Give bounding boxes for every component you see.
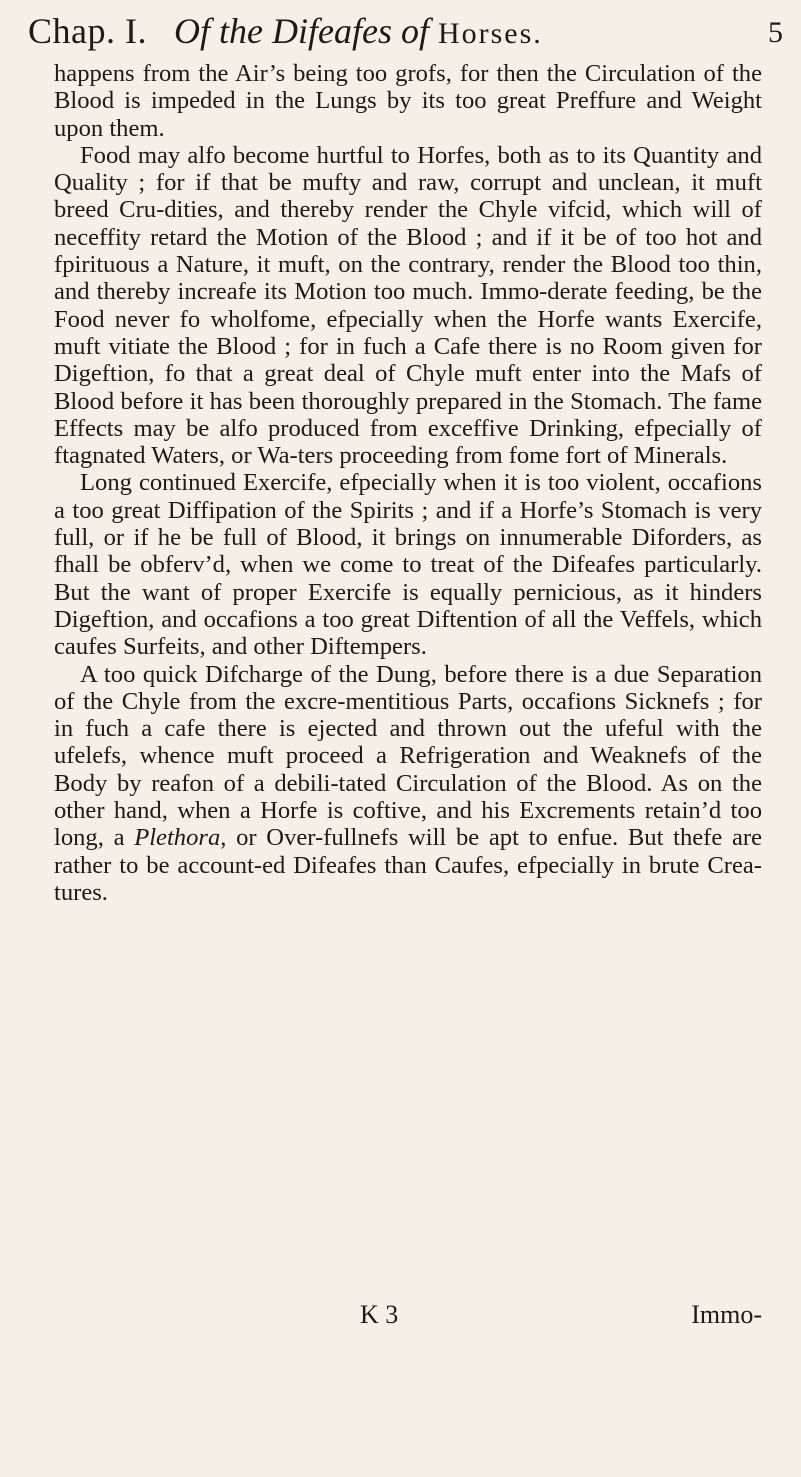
running-title-prefix: Of the Difeafes of [174, 11, 429, 51]
catchword: Immo- [691, 1300, 762, 1329]
running-title [174, 10, 543, 52]
chapter-label: Chap. I. [28, 11, 147, 51]
paragraph-4-italic: Plethora [134, 824, 221, 852]
running-title-caps: Horses. [437, 17, 543, 50]
paragraph-2: Food may alfo become hurtful to Horfes, both as to its Quantity and Quality ; for if that be mufty and raw, corrupt and unclean, it muft breed Cru-dities, and thereby render the Chyle vifcid, which will of neceffity retard the Motion of the Blood ; and if it be of too hot and fpirituous a Nature, it muft, on the contrary, render the Blood too thin, and thereby increafe its Motion too much. Immo-derate feeding, be the Food never fo wholfome, efpecially when the Horfe wants Exercife, muft vitiate the Blood ; for in fuch a Cafe there is no Room given for Digeftion, fo that a great deal of Chyle muft enter into the Mafs of Blood before it has been thoroughly prepared in the Stomach. The fame Effects may be alfo produced from exceffive Drinking, efpecially of ftagnated Waters, or Wa-ters proceeding from fome fort of Minerals. [54, 141, 762, 470]
paragraph-3: Long continued Exercife, efpecially when it is too violent, occafions a too great Diffipation of the Spirits ; and if a Horfe’s Stomach is very full, or if he be full of Blood, it brings on innumerable Diforders, as fhall be obferv’d, when we come to treat of the Difeafes particularly. But the want of proper Exercife is equally pernicious, as it hinders Digeftion, and occafions a too great Diftention of all the Veffels, which caufes Surfeits, and other Diftempers. [54, 469, 762, 661]
paragraph-4-text-b: , or Over-fullnefs will be apt to enfue. But thefe are rather to be account-ed Difeafes than Caufes, efpecially in brute Crea-tures. [54, 824, 763, 906]
paragraph-4-text-a: A too quick Difcharge of the Dung, before there is a due Separation of the Chyle from the excre-mentitious Parts, occafions Sicknefs ; for in fuch a cafe there is ejected and thrown out the ufeful with the ufelefs, whence muft proceed a Refrigeration and Weaknefs of the Body by reafon of a debili-tated Circulation of the Blood. As on the other hand, when a Horfe is coftive, and his Excrements retain’d too long, a [54, 660, 762, 852]
signature-mark: K 3 [360, 1300, 399, 1329]
body-text [54, 60, 762, 906]
paragraph-1: happens from the Air’s being too grofs, for then the Circulation of the Blood is impeded in the Lungs by its too great Preffure and Weight upon them. [54, 60, 762, 142]
paragraph-4 [54, 661, 762, 907]
page-number: 5 [768, 16, 783, 49]
running-head [28, 10, 783, 58]
page-footer [54, 1300, 762, 1330]
